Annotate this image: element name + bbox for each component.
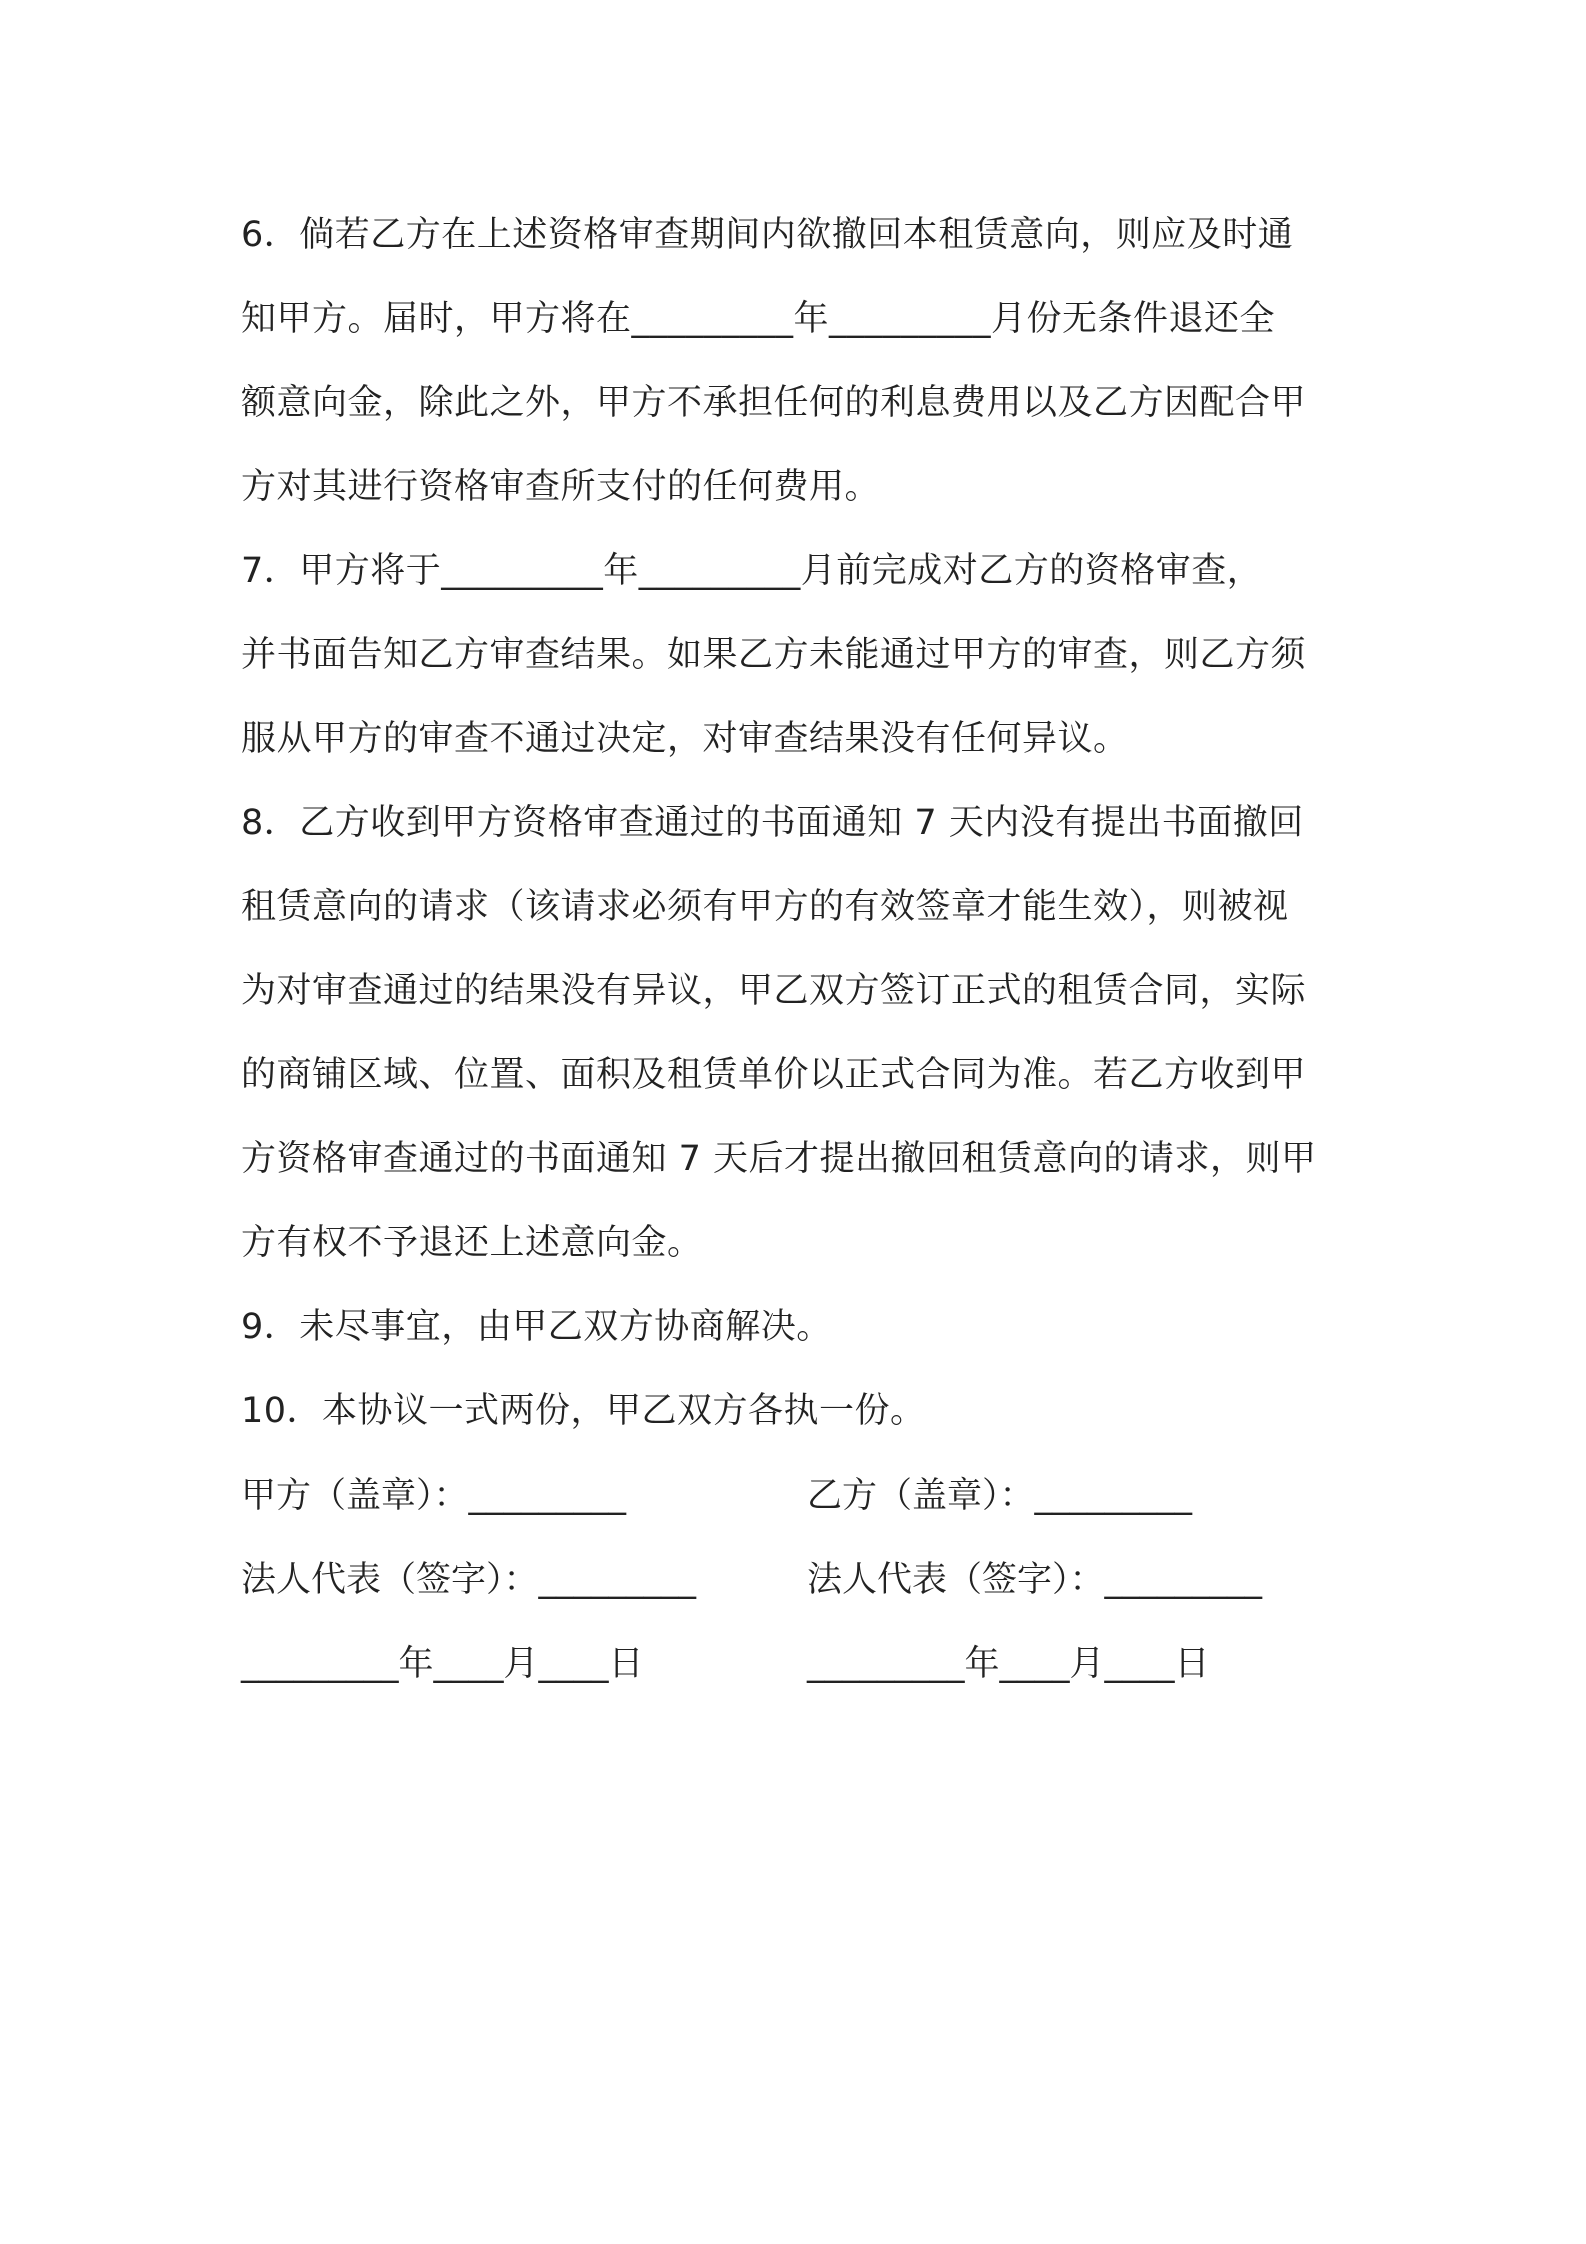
clause-8-line: 8．乙方收到甲方资格审查通过的书面通知 7 天内没有提出书面撤回 — [241, 803, 1304, 843]
clause-9-text: 9．未尽事宜，由甲乙双方协商解决。 — [241, 1307, 832, 1347]
clause-7-line: 服从甲方的审查不通过决定，对审查结果没有任何异议。 — [241, 719, 1129, 759]
clause-7-line: 并书面告知乙方审查结果。如果乙方未能通过甲方的审查，则乙方须 — [241, 635, 1307, 675]
party-b-seal: 乙方（盖章）：_________ — [807, 1476, 1193, 1516]
signature-row-representative — [241, 1538, 1441, 1622]
clause-8-line: 为对审查通过的结果没有异议，甲乙双方签订正式的租赁合同，实际 — [241, 971, 1307, 1011]
signature-row-seal — [241, 1454, 1441, 1538]
clause-9 — [241, 1285, 1356, 1369]
party-b-representative: 法人代表（签字）：_________ — [807, 1560, 1263, 1600]
clause-6-line: 知甲方。届时，甲方将在_________年_________月份无条件退还全 — [241, 299, 1276, 339]
party-a-seal: 甲方（盖章）：_________ — [241, 1476, 627, 1516]
clause-6-line: 6．倘若乙方在上述资格审查期间内欲撤回本租赁意向，则应及时通 — [241, 215, 1294, 255]
signature-row-date — [241, 1622, 1441, 1706]
clause-8 — [241, 781, 1356, 1285]
clause-10-text: 10．本协议一式两份，甲乙双方各执一份。 — [241, 1391, 926, 1431]
party-a-date: _________年____月____日 — [241, 1644, 644, 1684]
clause-6 — [241, 193, 1356, 529]
clause-7 — [241, 529, 1356, 781]
clause-6-line: 方对其进行资格审查所支付的任何费用。 — [241, 467, 881, 507]
clause-8-line: 方有权不予退还上述意向金。 — [241, 1223, 703, 1263]
party-b-date: _________年____月____日 — [807, 1644, 1210, 1684]
clause-8-line: 方资格审查通过的书面通知 7 天后才提出撤回租赁意向的请求，则甲 — [241, 1139, 1317, 1179]
clause-8-line: 租赁意向的请求（该请求必须有甲方的有效签章才能生效），则被视 — [241, 887, 1289, 927]
agreement-body — [241, 193, 1356, 1453]
party-a-representative: 法人代表（签字）：_________ — [241, 1560, 697, 1600]
clause-8-line: 的商铺区域、位置、面积及租赁单价以正式合同为准。若乙方收到甲 — [241, 1055, 1307, 1095]
clause-6-line: 额意向金，除此之外，甲方不承担任何的利息费用以及乙方因配合甲 — [241, 383, 1307, 423]
clause-7-line: 7．甲方将于_________年_________月前完成对乙方的资格审查， — [241, 551, 1263, 591]
clause-10 — [241, 1369, 1356, 1453]
